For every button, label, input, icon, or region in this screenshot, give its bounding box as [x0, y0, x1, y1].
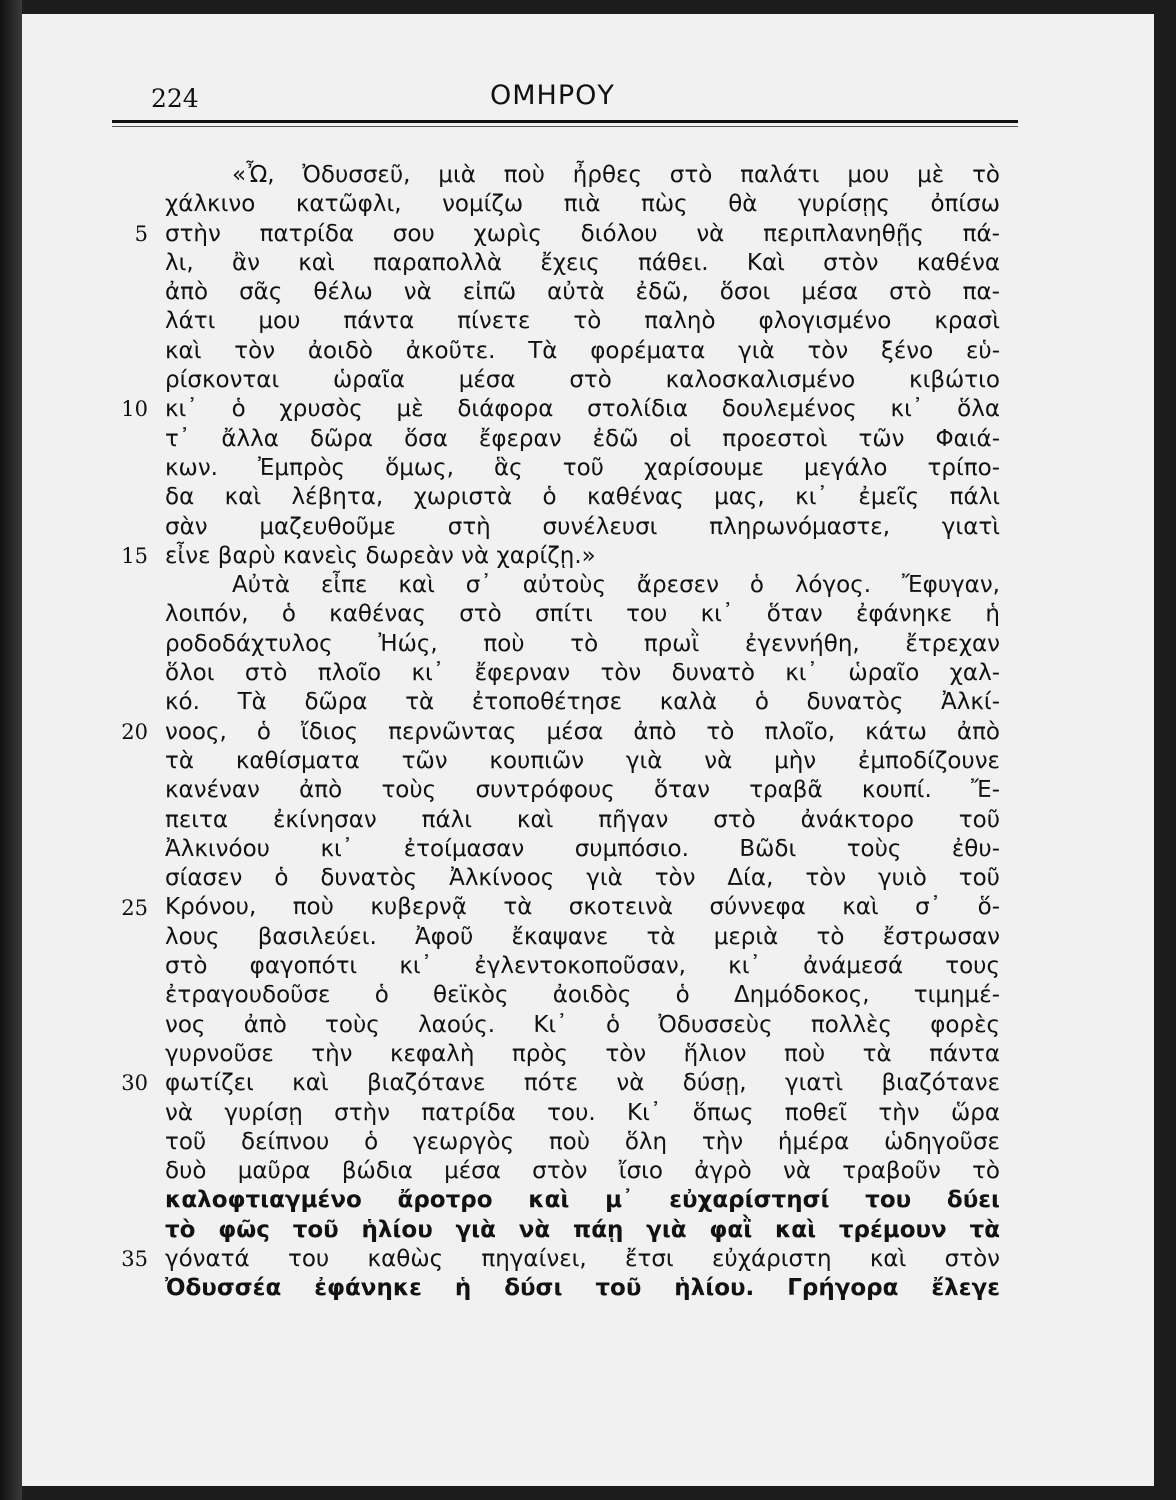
- text-line: γυρνοῦσε τὴν κεφαλὴ πρὸς τὸν ἥλιον ποὺ τὰ πάντα: [165, 1040, 1000, 1067]
- text-line: χάλκινο κατῶφλι, νομίζω πιὰ πὼς θὰ γυρίσῃς ὀπίσω: [165, 191, 1000, 218]
- text-line: δυὸ μαῦρα βώδια μέσα στὸν ἴσιο ἀγρὸ νὰ τραβοῦν τὸ: [165, 1158, 1000, 1185]
- text-line: κανέναν ἀπὸ τοὺς συντρόφους ὅταν τραβᾶ κουπί. Ἔ-: [165, 777, 1000, 804]
- text-line: γόνατά του καθὼς πηγαίνει, ἔτσι εὐχάριστη καὶ στὸν: [165, 1245, 1000, 1272]
- line-number: 35: [121, 1247, 148, 1272]
- running-head: ΟΜΗΡΟΥ: [490, 80, 615, 111]
- header-rule-thin: [112, 126, 1018, 127]
- text-line: στὸ φαγοπότι κι᾿ ἐγλεντοκοποῦσαν, κι᾿ ἀνάμεσά τους: [165, 953, 1000, 980]
- text-line: Ὀδυσσέα ἐφάνηκε ἡ δύσι τοῦ ἡλίου. Γρήγορα ἔλεγε: [165, 1275, 1000, 1302]
- line-number: 15: [121, 543, 148, 568]
- text-line: νὰ γυρίσῃ στὴν πατρίδα του. Κι᾿ ὅπως ποθεῖ τὴν ὥρα: [165, 1099, 1000, 1126]
- text-line: καὶ τὸν ἀοιδὸ ἀκοῦτε. Τὰ φορέματα γιὰ τὸν ξένο εὑ-: [165, 337, 1000, 364]
- text-line: λάτι μου πάντα πίνετε τὸ παληὸ φλογισμένο κρασὶ: [165, 308, 1000, 335]
- text-line: ἐτραγουδοῦσε ὁ θεϊκὸς ἀοιδὸς ὁ Δημόδοκος, τιμημέ-: [165, 982, 1000, 1009]
- line-number: 30: [121, 1071, 148, 1096]
- page-edge-shadow: [0, 0, 22, 1500]
- text-line: «Ὦ, Ὀδυσσεῦ, μιὰ ποὺ ἦρθες στὸ παλάτι μου μὲ τὸ: [232, 162, 1000, 188]
- text-line: νοος, ὁ ἴδιος περνῶντας μέσα ἀπὸ τὸ πλοῖο, κάτω ἀπὸ: [165, 718, 1000, 745]
- text-line: ρίσκονται ὡραῖα μέσα στὸ καλοσκαλισμένο κιβώτιο: [165, 367, 1000, 394]
- text-line: ἀπὸ σᾶς θέλω νὰ εἰπῶ αὐτὰ ἐδῶ, ὅσοι μέσα στὸ πα-: [165, 279, 1000, 306]
- text-line: σίασεν ὁ δυνατὸς Ἀλκίνοος γιὰ τὸν Δία, τὸν γυιὸ τοῦ: [165, 865, 1000, 892]
- text-line: λους βασιλεύει. Ἀφοῦ ἔκαψανε τὰ μεριὰ τὸ ἔστρωσαν: [165, 923, 1000, 950]
- text-line: κό. Τὰ δῶρα τὰ ἐτοποθέτησε καλὰ ὁ δυνατὸς Ἀλκί-: [165, 689, 1000, 716]
- text-line: Αὐτὰ εἶπε καὶ σ᾿ αὐτοὺς ἄρεσεν ὁ λόγος. Ἔφυγαν,: [232, 572, 1000, 599]
- text-line: νος ἀπὸ τοὺς λαούς. Κι᾿ ὁ Ὀδυσσεὺς πολλὲς φορὲς: [165, 1011, 1000, 1038]
- text-line: τὰ καθίσματα τῶν κουπιῶν γιὰ νὰ μὴν ἐμποδίζουνε: [165, 747, 1000, 774]
- text-line: καλοφτιαγμένο ἄροτρο καὶ μ᾿ εὐχαρίστησί του δύει: [165, 1187, 1000, 1214]
- text-line: δα καὶ λέβητα, χωριστὰ ὁ καθένας μας, κι᾿ ἐμεῖς πάλι: [165, 484, 1000, 511]
- line-number: 20: [121, 719, 148, 744]
- text-line: κι᾿ ὁ χρυσὸς μὲ διάφορα στολίδια δουλεμένος κι᾿ ὅλα: [165, 396, 1000, 423]
- text-line: κων. Ἐμπρὸς ὅμως, ἃς τοῦ χαρίσουμε μεγάλο τρίπο-: [165, 454, 1000, 481]
- text-line: φωτίζει καὶ βιαζότανε πότε νὰ δύσῃ, γιατὶ βιαζότανε: [165, 1070, 1000, 1097]
- text-line: πειτα ἐκίνησαν πάλι καὶ πῆγαν στὸ ἀνάκτορο τοῦ: [165, 806, 1000, 833]
- text-line: Κρόνου, ποὺ κυβερνᾷ τὰ σκοτεινὰ σύννεφα καὶ σ᾿ ὅ-: [165, 894, 1000, 921]
- text-line: στὴν πατρίδα σου χωρὶς διόλου νὰ περιπλανηθῇς πά-: [165, 220, 1000, 247]
- page-header: [125, 76, 1035, 116]
- text-line: λοιπόν, ὁ καθένας στὸ σπίτι του κι᾿ ὅταν ἐφάνηκε ἡ: [165, 601, 1000, 628]
- text-line: σὰν μαζευθοῦμε στὴ συνέλευσι πληρωνόμαστε, γιατὶ: [165, 513, 1000, 540]
- text-line: ὅλοι στὸ πλοῖο κι᾿ ἔφερναν τὸν δυνατὸ κι᾿ ὡραῖο χαλ-: [165, 660, 1000, 687]
- text-line: λι, ἂν καὶ παραπολλὰ ἔχεις πάθει. Καὶ στὸν καθένα: [165, 249, 1000, 276]
- text-line: τ᾿ ἄλλα δῶρα ὅσα ἔφεραν ἐδῶ οἱ προεστοὶ τῶν Φαιά-: [165, 425, 1000, 452]
- text-line: τὸ φῶς τοῦ ἡλίου γιὰ νὰ πάῃ γιὰ φαῒ καὶ τρέμουν τὰ: [165, 1216, 1000, 1243]
- text-line: Ἀλκινόου κι᾿ ἐτοίμασαν συμπόσιο. Βῶδι τοὺς ἐθυ-: [165, 835, 1000, 862]
- line-number: 5: [134, 221, 148, 246]
- body-text: [121, 161, 1020, 1304]
- text-line: ροδοδάχτυλος Ἠώς, ποὺ τὸ πρωῒ ἐγεννήθη, ἔτρεχαν: [165, 630, 1000, 657]
- page-number: 224: [151, 84, 199, 113]
- text-line: τοῦ δείπνου ὁ γεωργὸς ποὺ ὅλη τὴν ἡμέρα ὡδηγοῦσε: [165, 1128, 1000, 1155]
- header-rule: [112, 120, 1018, 123]
- line-number: 10: [121, 397, 148, 422]
- line-number: 25: [121, 895, 148, 920]
- text-line: εἶνε βαρὺ κανεὶς δωρεὰν νὰ χαρίζῃ.»: [165, 542, 596, 569]
